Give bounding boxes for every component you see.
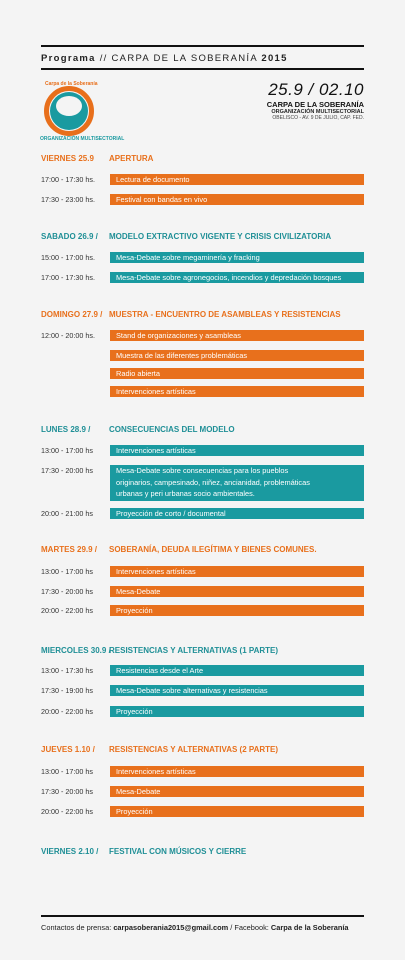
activity-bar	[110, 586, 364, 597]
day-theme: MODELO EXTRACTIVO VIGENTE Y CRISIS CIVILIZATORIA	[109, 232, 332, 241]
activity-label: Resistencias desde el Arte	[116, 666, 204, 675]
day-theme: RESISTENCIAS Y ALTERNATIVAS (2 PARTE)	[109, 745, 279, 754]
activity-label: Intervenciones artísticas	[116, 567, 196, 576]
activity-label: Mesa-Debate sobre agronegocios, incendios y depredación bosques	[116, 273, 342, 282]
day-heading	[41, 425, 235, 434]
activity-label-line: Mesa-Debate sobre consecuencias para los pueblos	[116, 466, 289, 475]
activity-bar	[110, 194, 364, 205]
activity-label: Mesa-Debate	[116, 787, 161, 796]
header-top-rule	[41, 45, 364, 47]
activity-bar	[110, 252, 364, 263]
press-email[interactable]: carpasoberania2015@gmail.com	[113, 923, 229, 932]
page-title	[41, 53, 288, 64]
activity-bar	[110, 665, 364, 676]
activity-bar	[110, 350, 364, 361]
press-contact	[41, 923, 349, 932]
day-name: MIERCOLES 30.9 /	[41, 646, 111, 655]
day-name: MARTES 29.9 /	[41, 545, 98, 554]
activity-label: Proyección de corto / documental	[116, 509, 226, 518]
activity-time: 17:00 - 17:30 hs.	[41, 175, 95, 184]
day-heading	[41, 154, 153, 163]
activity-label: Intervenciones artísticas	[116, 767, 196, 776]
activity-bar	[110, 706, 364, 717]
day-theme: RESISTENCIAS Y ALTERNATIVAS (1 PARTE)	[109, 646, 279, 655]
day-name: LUNES 28.9 /	[41, 425, 91, 434]
activity-bar	[110, 566, 364, 577]
facebook-label: / Facebook:	[228, 923, 271, 932]
day-name: SABADO 26.9 /	[41, 232, 98, 241]
activity-time: 20:00 - 22:00 hs	[41, 606, 93, 615]
activity-label: Intervenciones artísticas	[116, 387, 196, 396]
activity-label: Proyección	[116, 606, 153, 615]
day-theme: SOBERANÍA, DEUDA ILEGÍTIMA Y BIENES COMUNES.	[109, 545, 317, 554]
activity-bar	[110, 766, 364, 777]
activity-bar	[110, 445, 364, 456]
activity-time: 17:30 - 23:00 hs.	[41, 195, 95, 204]
day-theme: FESTIVAL CON MÚSICOS Y CIERRE	[109, 847, 247, 856]
activity-time: 20:00 - 21:00 hs	[41, 509, 93, 518]
activity-label: Mesa-Debate sobre alternativas y resistencias	[116, 686, 268, 695]
date-range: 25.9 / 02.10	[268, 80, 364, 99]
activity-bar	[110, 174, 364, 185]
activity-label: Radio abierta	[116, 369, 160, 378]
activity-time: 20:00 - 22:00 hs	[41, 707, 93, 716]
activity-label: Lectura de documento	[116, 175, 190, 184]
activity-time: 13:00 - 17:00 hs	[41, 567, 93, 576]
activity-bar	[110, 685, 364, 696]
activity-time: 17:30 - 20:00 hs	[41, 787, 93, 796]
activity-label: Intervenciones artísticas	[116, 446, 196, 455]
activity-bar	[110, 368, 364, 379]
activity-label: Muestra de las diferentes problemáticas	[116, 351, 248, 360]
day-heading	[41, 745, 278, 754]
day-name: VIERNES 2.10 /	[41, 847, 99, 856]
activity-bar	[110, 605, 364, 616]
footer-rule	[41, 915, 364, 917]
facebook-page[interactable]: Carpa de la Soberanía	[270, 923, 349, 932]
day-heading	[41, 232, 331, 241]
activity-label: Proyección	[116, 707, 153, 716]
activity-time: 13:00 - 17:00 hs	[41, 767, 93, 776]
title-program: Programa	[41, 53, 96, 64]
day-heading	[41, 847, 246, 856]
day-name: DOMINGO 27.9 /	[41, 310, 103, 319]
activity-time: 17:30 - 20:00 hs	[41, 466, 93, 475]
activity-time: 13:00 - 17:30 hs	[41, 666, 93, 675]
dates-org-name: CARPA DE LA SOBERANÍA	[266, 100, 364, 109]
activity-time: 12:00 - 20:00 hs.	[41, 331, 95, 340]
activity-label: Stand de organizaciones y asambleas	[116, 331, 241, 340]
day-theme: APERTURA	[109, 154, 154, 163]
activity-bar	[110, 465, 364, 501]
activity-bar	[110, 386, 364, 397]
day-theme: MUESTRA - ENCUENTRO DE ASAMBLEAS Y RESISTENCIAS	[109, 310, 341, 319]
day-heading	[41, 310, 341, 319]
header-bottom-rule	[41, 68, 364, 70]
activity-time: 17:30 - 19:00 hs	[41, 686, 93, 695]
title-year: 2015	[261, 53, 288, 64]
activity-bar	[110, 508, 364, 519]
day-name: VIERNES 25.9	[41, 154, 94, 163]
day-name: JUEVES 1.10 /	[41, 745, 95, 754]
activity-time: 17:00 - 17:30 hs.	[41, 273, 95, 282]
activity-label: Mesa-Debate sobre megaminería y fracking	[116, 253, 260, 262]
activity-bar	[110, 786, 364, 797]
activity-label: Mesa-Debate	[116, 587, 161, 596]
dates-org-type: ORGANIZACIÓN MULTISECTORIAL	[271, 109, 364, 115]
activity-bar	[110, 330, 364, 341]
day-heading	[41, 646, 278, 655]
activity-time: 15:00 - 17:00 hs.	[41, 253, 95, 262]
activity-bar	[110, 806, 364, 817]
logo-name-bottom: ORGANIZACIÓN MULTISECTORIAL	[40, 136, 125, 142]
dates-location: OBELISCO - AV. 9 DE JULIO, CAP. FED.	[272, 115, 364, 121]
event-dates	[267, 80, 364, 121]
activity-label: Festival con bandas en vivo	[116, 195, 208, 204]
activity-bar	[110, 272, 364, 283]
activity-label: Proyección	[116, 807, 153, 816]
logo-name-top: Carpa de la Soberanía	[45, 81, 98, 87]
carpa-logo	[40, 81, 125, 142]
activity-label-line: urbanas y peri urbanas socio ambientales.	[116, 489, 255, 499]
activity-time: 20:00 - 22:00 hs	[41, 807, 93, 816]
activity-label-line: originarios, campesinado, niñez, ancianidad, problemáticas	[116, 477, 310, 487]
logo-wave-icon	[50, 92, 88, 130]
activity-time: 17:30 - 20:00 hs	[41, 587, 93, 596]
title-event: // CARPA DE LA SOBERANÍA	[95, 53, 262, 64]
day-theme: CONSECUENCIAS DEL MODELO	[109, 425, 235, 434]
day-heading	[41, 545, 317, 554]
press-label: Contactos de prensa:	[41, 923, 114, 932]
activity-time: 13:00 - 17:00 hs	[41, 446, 93, 455]
